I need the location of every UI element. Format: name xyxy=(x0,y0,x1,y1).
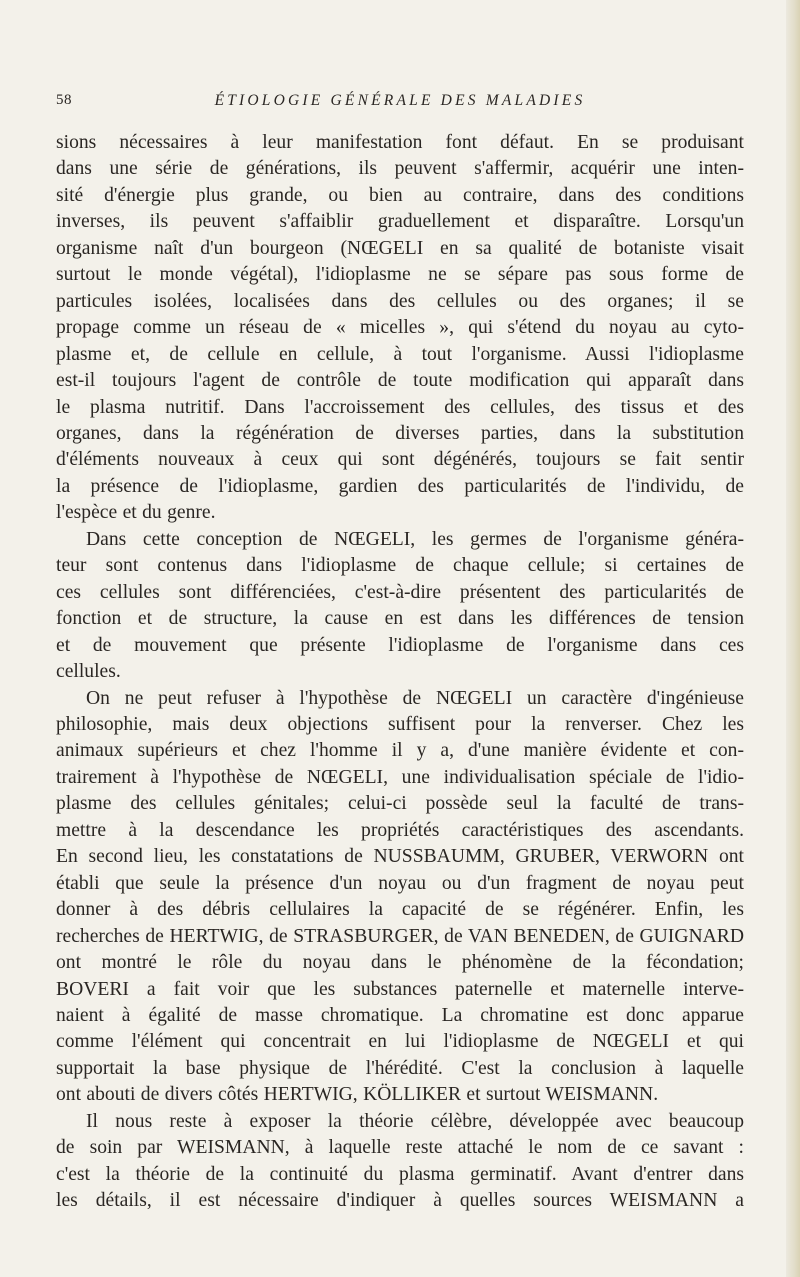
text-line: particules isolées, localisées dans des cellules ou des organes; il se xyxy=(56,290,744,312)
text-line: En second lieu, les constatations de NUSSBAUMM, GRUBER, VERWORN ont xyxy=(56,846,744,868)
text-line: et de mouvement que présente l'idioplasme de l'organisme dans ces xyxy=(56,634,744,656)
text-line: surtout le monde végétal), l'idioplasme ne se sépare pas sous forme de xyxy=(56,264,744,286)
text-line: le plasma nutritif. Dans l'accroissement des cellules, des tissus et des xyxy=(56,396,744,418)
text-line: c'est la théorie de la continuité du plasma germinatif. Avant d'entrer dans xyxy=(56,1163,744,1185)
page-edge xyxy=(786,0,800,1277)
page-number: 58 xyxy=(56,92,72,108)
text-line: mettre à la descendance les propriétés caractéristiques des ascendants. xyxy=(56,819,744,841)
text-line: organisme naît d'un bourgeon (NŒGELI en sa qualité de botaniste visait xyxy=(56,237,744,259)
text-line: Dans cette conception de NŒGELI, les germes de l'organisme généra- xyxy=(86,528,744,550)
text-line: ont abouti de divers côtés HERTWIG, KÖLLIKER et surtout WEISMANN. xyxy=(56,1084,659,1106)
text-line: inverses, ils peuvent s'affaiblir graduellement et disparaître. Lorsqu'un xyxy=(56,211,744,233)
text-line: trairement à l'hypothèse de NŒGELI, une individualisation spéciale de l'idio- xyxy=(56,766,744,788)
text-line: plasme des cellules génitales; celui-ci possède seul la faculté de trans- xyxy=(56,793,744,815)
text-line: établi que seule la présence d'un noyau ou d'un fragment de noyau peut xyxy=(56,872,744,894)
text-line: BOVERI a fait voir que les substances paternelle et maternelle interve- xyxy=(56,978,744,1000)
text-line: fonction et de structure, la cause en est dans les différences de tension xyxy=(56,608,744,630)
text-line: propage comme un réseau de « micelles », qui s'étend du noyau au cyto- xyxy=(56,317,744,339)
text-line: teur sont contenus dans l'idioplasme de chaque cellule; si certaines de xyxy=(56,555,744,577)
text-line: les détails, il est nécessaire d'indiquer à quelles sources WEISMANN a xyxy=(56,1190,744,1212)
text-line: recherches de HERTWIG, de STRASBURGER, de VAN BENEDEN, de GUIGNARD xyxy=(56,925,744,947)
text-line: de soin par WEISMANN, à laquelle reste attaché le nom de ce savant : xyxy=(56,1137,744,1159)
text-line: sions nécessaires à leur manifestation font défaut. En se produisant xyxy=(56,132,744,153)
text-line: philosophie, mais deux objections suffisent pour la renverser. Chez les xyxy=(56,713,744,735)
text-line: dans une série de générations, ils peuvent s'affermir, acquérir une inten- xyxy=(56,158,744,180)
text-line: est-il toujours l'agent de contrôle de toute modification qui apparaît dans xyxy=(56,370,744,392)
text-line: ont montré le rôle du noyau dans le phénomène de la fécondation; xyxy=(56,952,744,974)
text-line: cellules. xyxy=(56,661,121,683)
text-line: la présence de l'idioplasme, gardien des particularités de l'individu, de xyxy=(56,475,744,497)
text-line: naient à égalité de masse chromatique. La chromatine est donc apparue xyxy=(56,1004,744,1026)
text-line: organes, dans la régénération de diverses parties, dans la substitution xyxy=(56,422,744,444)
text-line: d'éléments nouveaux à ceux qui sont dégénérés, toujours se fait sentir xyxy=(56,449,744,471)
body-text xyxy=(56,130,744,1215)
text-line: donner à des débris cellulaires la capacité de se régénérer. Enfin, les xyxy=(56,899,744,921)
text-line: comme l'élément qui concentrait en lui l'idioplasme de NŒGELI et qui xyxy=(56,1031,744,1053)
text-line: sité d'énergie plus grande, ou bien au contraire, dans des conditions xyxy=(56,184,744,206)
text-line: Il nous reste à exposer la théorie célèbre, développée avec beaucoup xyxy=(86,1110,744,1132)
text-line: supportait la base physique de l'hérédité. C'est la conclusion à laquelle xyxy=(56,1057,744,1079)
text-line: l'espèce et du genre. xyxy=(56,502,216,524)
text-line: ces cellules sont différenciées, c'est-à-dire présentent des particularités de xyxy=(56,581,744,603)
text-line: On ne peut refuser à l'hypothèse de NŒGELI un caractère d'ingénieuse xyxy=(86,687,744,709)
running-header xyxy=(52,92,748,114)
running-title: ÉTIOLOGIE GÉNÉRALE DES MALADIES xyxy=(214,92,586,109)
text-line: animaux supérieurs et chez l'homme il y a, d'une manière évidente et con- xyxy=(56,740,744,762)
text-line: plasme et, de cellule en cellule, à tout l'organisme. Aussi l'idioplasme xyxy=(56,343,744,365)
